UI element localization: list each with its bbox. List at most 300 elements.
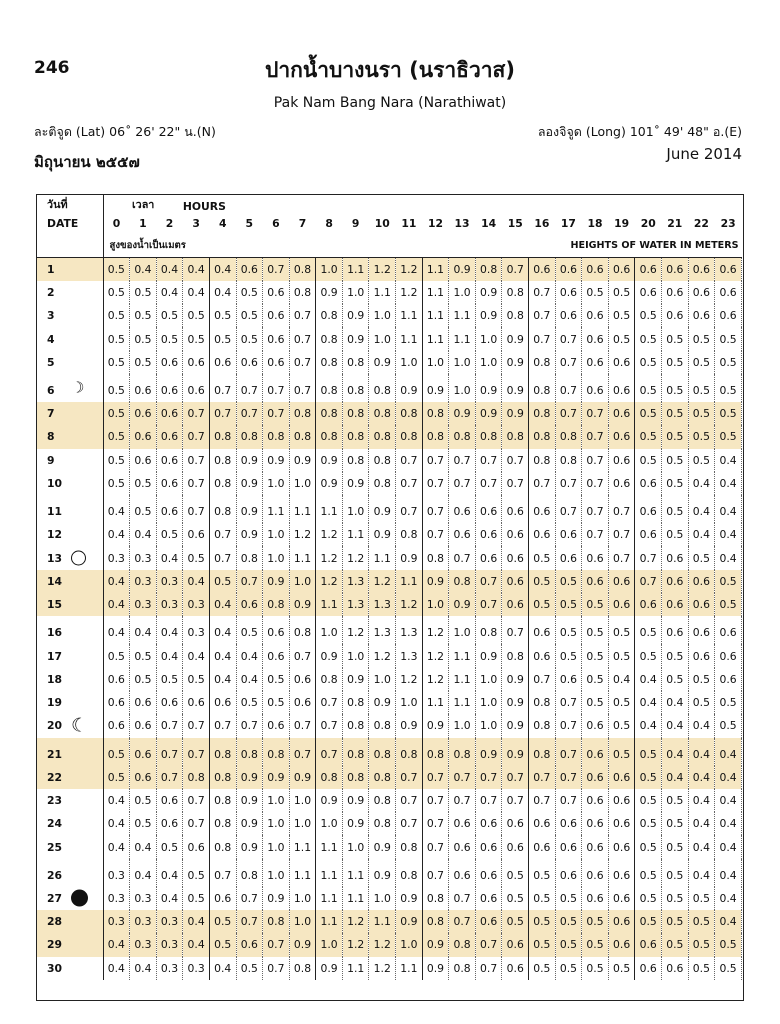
height-value: 0.4 [156, 859, 183, 887]
height-value: 0.9 [502, 402, 529, 425]
height-value: 0.5 [236, 691, 263, 714]
height-value: 0.4 [715, 495, 742, 523]
date-header-english: DATE [37, 213, 103, 233]
height-value: 0.9 [289, 766, 316, 789]
date-cell [37, 859, 103, 887]
height-value: 0.6 [449, 812, 476, 835]
hour-label: 3 [192, 216, 200, 230]
height-value: 0.7 [396, 472, 423, 495]
height-value: 0.7 [236, 910, 263, 933]
date-number: 22 [47, 770, 63, 784]
height-value: 0.7 [555, 402, 582, 425]
height-value: 1.2 [316, 523, 343, 546]
date-number: 5 [47, 355, 55, 369]
hour-label: 2 [165, 216, 174, 230]
height-value: 0.4 [688, 766, 715, 789]
date-number: 29 [47, 938, 63, 952]
table-row [37, 495, 742, 523]
height-value: 0.5 [582, 691, 609, 714]
height-value: 0.8 [449, 957, 476, 980]
height-value: 0.8 [422, 910, 449, 933]
height-value: 1.0 [475, 668, 502, 691]
height-value: 0.5 [635, 449, 662, 472]
height-value: 0.8 [555, 425, 582, 448]
height-value: 0.9 [369, 523, 396, 546]
height-value: 0.5 [183, 304, 210, 327]
height-value: 0.9 [449, 258, 476, 281]
height-value: 0.6 [688, 304, 715, 327]
height-value: 0.5 [635, 304, 662, 327]
height-value: 0.5 [688, 691, 715, 714]
height-value: 0.4 [209, 281, 236, 304]
height-value: 1.2 [369, 957, 396, 980]
height-value: 0.6 [635, 495, 662, 523]
height-value: 0.5 [662, 523, 689, 546]
height-value: 0.6 [715, 668, 742, 691]
table-row [37, 933, 742, 956]
height-value: 0.5 [103, 402, 130, 425]
height-value: 0.5 [608, 281, 635, 304]
height-value: 1.1 [316, 887, 343, 910]
height-value: 1.0 [369, 887, 396, 910]
height-value: 0.8 [342, 351, 369, 374]
date-number: 15 [47, 598, 63, 612]
table-row [37, 327, 742, 350]
height-value: 1.0 [449, 351, 476, 374]
height-value: 0.4 [209, 668, 236, 691]
height-value: 1.1 [289, 546, 316, 569]
height-value: 1.0 [449, 616, 476, 644]
height-value: 0.6 [662, 957, 689, 980]
height-value: 0.4 [662, 738, 689, 766]
height-value: 1.2 [396, 258, 423, 281]
height-value: 0.5 [715, 691, 742, 714]
height-value: 1.0 [263, 546, 290, 569]
date-cell [37, 789, 103, 812]
height-value: 0.7 [529, 789, 556, 812]
date-number: 30 [47, 961, 63, 975]
height-value: 0.7 [396, 789, 423, 812]
table-row [37, 766, 742, 789]
height-value: 0.5 [263, 668, 290, 691]
height-value: 1.0 [369, 668, 396, 691]
height-value: 1.0 [342, 495, 369, 523]
height-value: 0.8 [316, 425, 343, 448]
height-value: 1.2 [342, 546, 369, 569]
height-value: 0.5 [209, 327, 236, 350]
height-value: 0.9 [316, 644, 343, 667]
height-value: 0.4 [103, 957, 130, 980]
height-value: 0.4 [688, 738, 715, 766]
table-row [37, 714, 742, 737]
height-value: 0.8 [316, 402, 343, 425]
hour-label: 0 [112, 216, 121, 230]
height-value: 0.4 [130, 835, 157, 858]
height-value: 1.0 [369, 304, 396, 327]
height-value: 0.6 [688, 616, 715, 644]
height-value: 0.4 [103, 593, 130, 616]
height-value: 0.7 [422, 812, 449, 835]
height-value: 0.7 [502, 258, 529, 281]
height-value: 0.7 [635, 546, 662, 569]
height-value: 0.8 [209, 789, 236, 812]
height-value: 1.0 [263, 812, 290, 835]
date-cell [37, 957, 103, 980]
height-value: 0.5 [555, 933, 582, 956]
full-moon-icon [71, 551, 86, 566]
height-value: 0.6 [502, 835, 529, 858]
date-cell [37, 425, 103, 448]
date-cell [37, 593, 103, 616]
height-value: 0.6 [582, 258, 609, 281]
height-value: 0.7 [289, 714, 316, 737]
height-value: 0.8 [209, 495, 236, 523]
height-value: 0.6 [156, 495, 183, 523]
height-value: 0.7 [582, 425, 609, 448]
height-value: 0.4 [103, 835, 130, 858]
height-value: 1.2 [369, 570, 396, 593]
table-row [37, 738, 742, 766]
height-value: 0.7 [209, 402, 236, 425]
height-value: 0.6 [156, 374, 183, 402]
date-cell [37, 835, 103, 858]
height-value: 0.8 [502, 644, 529, 667]
height-value: 0.5 [608, 714, 635, 737]
height-value: 1.1 [342, 887, 369, 910]
height-value: 0.5 [635, 327, 662, 350]
height-value: 0.8 [502, 425, 529, 448]
height-value: 0.4 [156, 258, 183, 281]
height-value: 1.0 [289, 789, 316, 812]
height-value: 0.4 [209, 593, 236, 616]
height-value: 0.7 [316, 691, 343, 714]
height-value: 0.5 [635, 789, 662, 812]
height-value: 0.4 [715, 859, 742, 887]
height-value: 0.7 [502, 449, 529, 472]
height-value: 0.6 [608, 258, 635, 281]
header-row-heights [37, 233, 742, 258]
height-value: 0.4 [183, 258, 210, 281]
height-value: 0.8 [209, 835, 236, 858]
height-value: 0.5 [130, 812, 157, 835]
height-value: 0.5 [103, 644, 130, 667]
height-value: 0.8 [529, 425, 556, 448]
height-value: 0.9 [369, 495, 396, 523]
hour-label: 5 [245, 216, 254, 230]
latitude-label: ละติจูด (Lat) 06˚ 26' 22" น.(N) [34, 124, 216, 139]
height-value: 0.8 [396, 835, 423, 858]
height-value: 0.7 [396, 495, 423, 523]
height-value: 0.6 [475, 495, 502, 523]
height-value: 1.0 [449, 281, 476, 304]
height-value: 0.7 [316, 738, 343, 766]
height-value: 0.6 [130, 374, 157, 402]
height-value: 0.3 [156, 910, 183, 933]
height-value: 0.6 [103, 714, 130, 737]
height-value: 0.6 [688, 593, 715, 616]
height-value: 0.5 [635, 351, 662, 374]
height-value: 0.8 [289, 402, 316, 425]
height-value: 1.2 [396, 668, 423, 691]
height-value: 0.7 [183, 449, 210, 472]
height-value: 0.7 [608, 523, 635, 546]
height-value: 0.5 [688, 957, 715, 980]
height-value: 1.1 [422, 281, 449, 304]
height-value: 0.7 [289, 304, 316, 327]
height-value: 0.8 [396, 402, 423, 425]
height-value: 0.8 [475, 425, 502, 448]
table-row [37, 304, 742, 327]
height-value: 0.5 [715, 593, 742, 616]
date-number: 19 [47, 696, 63, 710]
height-value: 0.6 [662, 570, 689, 593]
height-value: 0.7 [422, 523, 449, 546]
height-value: 0.6 [662, 616, 689, 644]
height-value: 0.9 [369, 835, 396, 858]
height-value: 0.5 [103, 304, 130, 327]
height-value: 0.7 [475, 593, 502, 616]
height-value: 0.7 [209, 374, 236, 402]
height-value: 0.4 [688, 523, 715, 546]
height-value: 0.6 [130, 425, 157, 448]
height-value: 0.5 [662, 812, 689, 835]
height-value: 0.8 [342, 714, 369, 737]
height-value: 0.5 [555, 616, 582, 644]
height-value: 0.6 [236, 351, 263, 374]
date-number: 23 [47, 793, 63, 807]
height-value: 0.5 [555, 570, 582, 593]
height-value: 0.5 [555, 910, 582, 933]
height-value: 0.8 [289, 616, 316, 644]
height-value: 1.0 [263, 472, 290, 495]
height-value: 0.5 [183, 668, 210, 691]
hour-label: 19 [614, 216, 630, 230]
date-cell [37, 495, 103, 523]
height-value: 0.8 [529, 738, 556, 766]
height-value: 0.6 [263, 644, 290, 667]
height-value: 0.5 [608, 644, 635, 667]
height-value: 0.7 [449, 449, 476, 472]
date-number: 25 [47, 840, 63, 854]
height-value: 0.9 [289, 449, 316, 472]
height-value: 0.7 [475, 449, 502, 472]
height-value: 0.8 [529, 351, 556, 374]
tide-table-frame [36, 194, 744, 1001]
height-value: 0.9 [422, 714, 449, 737]
height-value: 0.6 [236, 933, 263, 956]
height-value: 0.5 [635, 910, 662, 933]
height-value: 0.8 [475, 616, 502, 644]
height-value: 0.9 [422, 570, 449, 593]
height-value: 1.1 [263, 495, 290, 523]
height-value: 0.6 [582, 835, 609, 858]
table-row [37, 859, 742, 887]
height-value: 0.6 [475, 835, 502, 858]
date-cell [37, 304, 103, 327]
height-value: 0.7 [475, 789, 502, 812]
height-value: 0.9 [316, 789, 343, 812]
height-value: 0.5 [635, 887, 662, 910]
date-number: 17 [47, 649, 63, 663]
height-value: 0.7 [582, 472, 609, 495]
height-value: 0.7 [209, 714, 236, 737]
height-value: 0.8 [396, 523, 423, 546]
height-value: 0.5 [103, 258, 130, 281]
date-number: 24 [47, 817, 63, 831]
date-cell [37, 449, 103, 472]
height-value: 0.5 [688, 449, 715, 472]
height-value: 0.9 [236, 789, 263, 812]
height-value: 0.5 [635, 402, 662, 425]
height-value: 0.7 [608, 495, 635, 523]
height-value: 0.6 [529, 644, 556, 667]
height-value: 0.7 [209, 859, 236, 887]
height-value: 0.8 [369, 766, 396, 789]
date-number: 26 [47, 868, 63, 882]
height-value: 0.5 [582, 281, 609, 304]
table-row [37, 593, 742, 616]
hour-label: 14 [481, 216, 497, 230]
height-value: 0.6 [156, 789, 183, 812]
height-value: 0.9 [475, 304, 502, 327]
height-value: 0.6 [608, 425, 635, 448]
height-value: 0.4 [688, 859, 715, 887]
height-value: 0.6 [662, 593, 689, 616]
height-value: 0.7 [502, 789, 529, 812]
height-value: 0.6 [582, 304, 609, 327]
height-value: 0.9 [475, 281, 502, 304]
height-value: 0.7 [635, 570, 662, 593]
height-value: 0.6 [582, 714, 609, 737]
height-value: 0.5 [130, 472, 157, 495]
height-value: 0.6 [555, 523, 582, 546]
height-value: 0.7 [289, 374, 316, 402]
height-value: 1.0 [449, 714, 476, 737]
height-value: 0.6 [582, 374, 609, 402]
date-cell [37, 668, 103, 691]
height-value: 1.1 [369, 546, 396, 569]
date-cell [37, 766, 103, 789]
height-value: 0.7 [422, 766, 449, 789]
date-cell [37, 738, 103, 766]
height-value: 0.5 [635, 738, 662, 766]
height-value: 0.5 [183, 546, 210, 569]
height-value: 0.5 [130, 281, 157, 304]
height-value: 0.5 [662, 835, 689, 858]
height-value: 0.4 [130, 258, 157, 281]
height-value: 0.8 [316, 374, 343, 402]
height-value: 0.7 [502, 472, 529, 495]
height-value: 0.5 [502, 859, 529, 887]
height-value: 0.7 [183, 495, 210, 523]
height-value: 0.6 [529, 835, 556, 858]
height-value: 0.3 [103, 887, 130, 910]
height-value: 1.0 [475, 714, 502, 737]
height-value: 0.8 [316, 327, 343, 350]
height-value: 0.9 [502, 738, 529, 766]
height-value: 0.6 [582, 766, 609, 789]
height-value: 0.6 [635, 933, 662, 956]
height-value: 0.4 [635, 691, 662, 714]
height-value: 0.9 [342, 472, 369, 495]
height-value: 0.5 [715, 402, 742, 425]
hour-label: 23 [720, 216, 736, 230]
height-value: 0.6 [555, 859, 582, 887]
hours-label: HOURS [182, 200, 226, 213]
height-value: 1.2 [289, 523, 316, 546]
height-value: 0.8 [183, 766, 210, 789]
height-value: 0.8 [396, 859, 423, 887]
height-value: 0.4 [103, 495, 130, 523]
height-value: 0.6 [608, 402, 635, 425]
height-value: 0.6 [608, 449, 635, 472]
height-value: 0.5 [635, 835, 662, 858]
height-value: 0.6 [608, 835, 635, 858]
header-row-time [37, 195, 742, 213]
height-value: 0.6 [103, 691, 130, 714]
height-value: 0.6 [130, 402, 157, 425]
height-value: 0.5 [688, 402, 715, 425]
height-value: 0.8 [502, 281, 529, 304]
height-value: 0.5 [582, 668, 609, 691]
height-value: 0.6 [130, 449, 157, 472]
height-value: 1.2 [422, 644, 449, 667]
height-value: 0.3 [130, 593, 157, 616]
height-value: 0.8 [209, 812, 236, 835]
height-value: 1.1 [316, 495, 343, 523]
height-value: 0.9 [316, 957, 343, 980]
heights-label-thai: สูงของน้ำเป็นเมตร [103, 233, 263, 258]
height-value: 0.6 [502, 570, 529, 593]
height-value: 0.7 [396, 449, 423, 472]
height-value: 0.4 [183, 933, 210, 956]
height-value: 0.3 [130, 546, 157, 569]
height-value: 1.2 [396, 593, 423, 616]
height-value: 1.2 [396, 281, 423, 304]
height-value: 0.6 [715, 281, 742, 304]
height-value: 1.1 [396, 957, 423, 980]
height-value: 0.6 [263, 714, 290, 737]
height-value: 0.5 [555, 887, 582, 910]
table-row [37, 616, 742, 644]
date-number: 4 [47, 332, 55, 346]
date-cell [37, 472, 103, 495]
height-value: 1.1 [449, 668, 476, 691]
table-row [37, 546, 742, 569]
height-value: 0.7 [183, 714, 210, 737]
height-value: 0.5 [103, 766, 130, 789]
height-value: 0.9 [236, 835, 263, 858]
height-value: 0.9 [342, 789, 369, 812]
height-value: 0.4 [103, 616, 130, 644]
month-english: June 2014 [666, 145, 742, 163]
height-value: 0.5 [236, 327, 263, 350]
table-row [37, 523, 742, 546]
table-row [37, 887, 742, 910]
height-value: 0.4 [130, 616, 157, 644]
height-value: 0.7 [475, 957, 502, 980]
height-value: 0.5 [555, 644, 582, 667]
height-value: 0.7 [422, 789, 449, 812]
table-row [37, 425, 742, 448]
height-value: 1.0 [289, 910, 316, 933]
height-value: 0.8 [209, 449, 236, 472]
height-value: 0.3 [103, 859, 130, 887]
height-value: 0.7 [183, 812, 210, 835]
height-value: 0.4 [130, 957, 157, 980]
height-value: 0.8 [209, 472, 236, 495]
height-value: 1.0 [342, 644, 369, 667]
